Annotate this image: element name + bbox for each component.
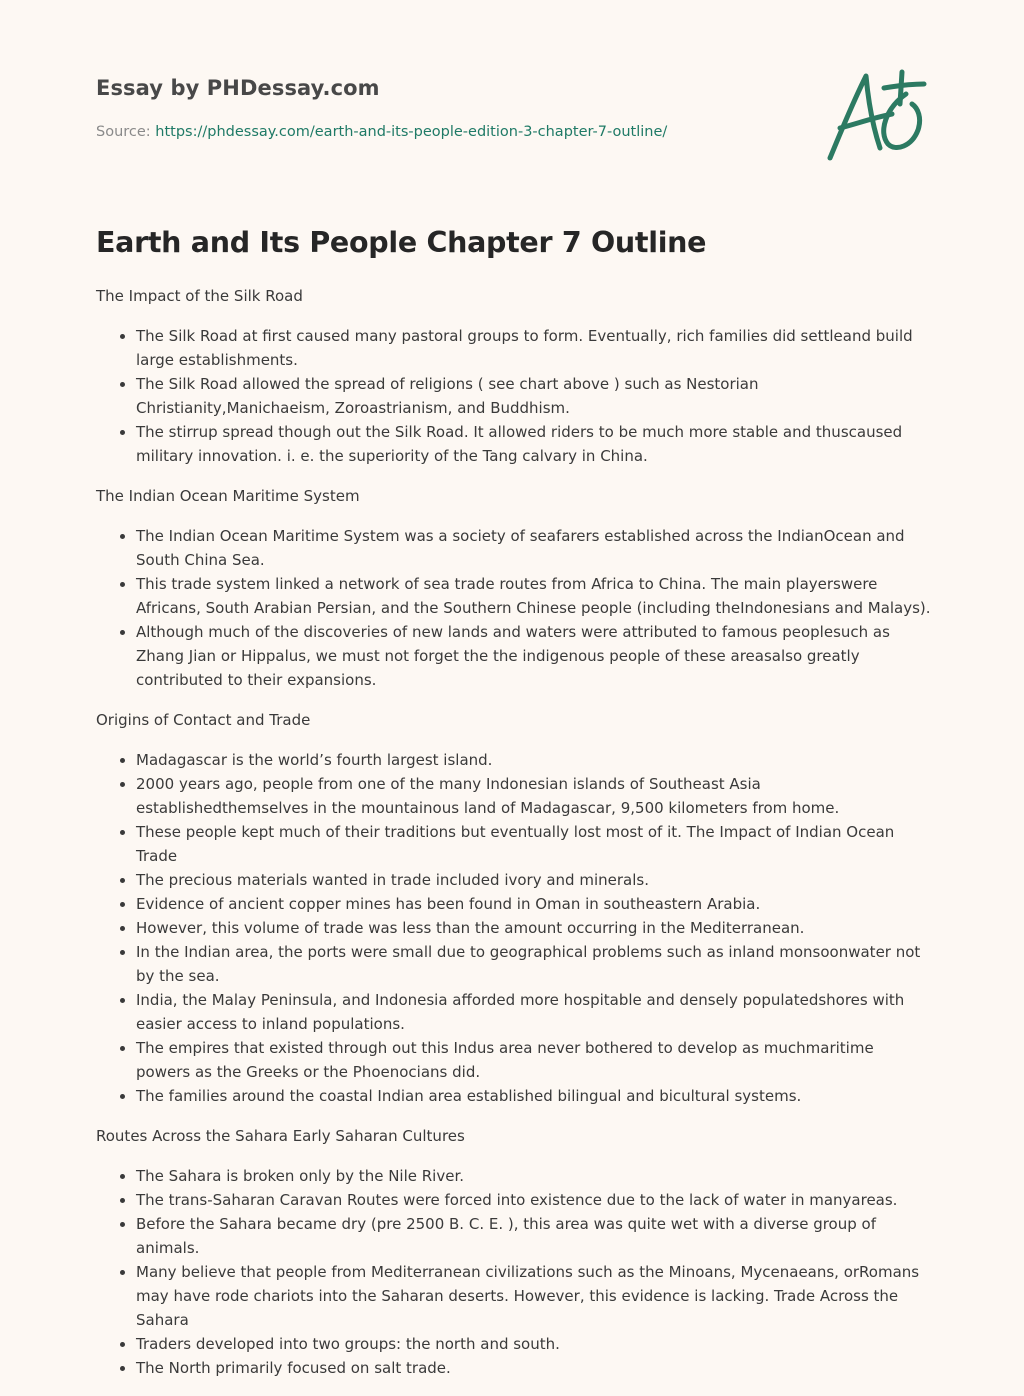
- bullet-list: [96, 748, 932, 1108]
- list-item: • Many believe that people from Mediterranean civilizations such as the Minoans, Mycenaeans, orRomans may have rode chariots into the Saharan deserts. However, this evidence is lacking. Trade Across the Sahara: [136, 1260, 932, 1332]
- list-item: • 2000 years ago, people from one of the many Indonesian islands of Southeast Asia establishedthemselves in the mountainous land of Madagascar, 9,500 kilometers from home.: [136, 772, 932, 820]
- section-heading: The Impact of the Silk Road: [96, 287, 303, 305]
- list-item: • The North primarily focused on salt trade.: [136, 1356, 932, 1380]
- list-item: • The Silk Road allowed the spread of religions ( see chart above ) such as Nestorian Christianity,Manichaeism, Zoroastrianism, and Buddhism.: [136, 372, 932, 420]
- list-item: • The Sahara is broken only by the Nile River.: [136, 1164, 932, 1188]
- source-link[interactable]: https://phdessay.com/earth-and-its-people-edition-3-chapter-7-outline/: [155, 124, 668, 140]
- site-brand: Essay by PHDessay.com: [96, 76, 380, 100]
- list-item: • These people kept much of their traditions but eventually lost most of it. The Impact of Indian Ocean Trade: [136, 820, 932, 868]
- section-heading: Routes Across the Sahara Early Saharan Cultures: [96, 1127, 465, 1145]
- list-item: • The Indian Ocean Maritime System was a society of seafarers established across the IndianOcean and South China Sea.: [136, 524, 932, 572]
- list-item: • Before the Sahara became dry (pre 2500 B. C. E. ), this area was quite wet with a diverse group of animals.: [136, 1212, 932, 1260]
- list-item: • This trade system linked a network of sea trade routes from Africa to China. The main playerswere Africans, South Arabian Persian, and the Southern Chinese people (including theIndonesians and Malays).: [136, 572, 932, 620]
- list-item: • In the Indian area, the ports were small due to geographical problems such as inland monsoonwater not by the sea.: [136, 940, 932, 988]
- a-plus-logo-icon: [822, 68, 930, 164]
- list-item: • India, the Malay Peninsula, and Indonesia afforded more hospitable and densely populatedshores with easier access to inland populations.: [136, 988, 932, 1036]
- source-line: [96, 124, 667, 140]
- list-item: • The Silk Road at first caused many pastoral groups to form. Eventually, rich families did settleand build large establishments.: [136, 324, 932, 372]
- list-item: • Traders developed into two groups: the north and south.: [136, 1332, 932, 1356]
- list-item: • The precious materials wanted in trade included ivory and minerals.: [136, 868, 932, 892]
- list-item: • The empires that existed through out this Indus area never bothered to develop as muchmaritime powers as the Greeks or the Phoenocians did.: [136, 1036, 932, 1084]
- list-item: • However, this volume of trade was less than the amount occurring in the Mediterranean.: [136, 916, 932, 940]
- list-item: • The stirrup spread though out the Silk Road. It allowed riders to be much more stable and thuscaused military innovation. i. e. the superiority of the Tang calvary in China.: [136, 420, 932, 468]
- bullet-list: [96, 524, 932, 692]
- bullet-list: [96, 324, 932, 468]
- list-item: • Madagascar is the world’s fourth largest island.: [136, 748, 932, 772]
- essay-title: Earth and Its People Chapter 7 Outline: [96, 226, 707, 259]
- list-item: • The trans-Saharan Caravan Routes were forced into existence due to the lack of water in manyareas.: [136, 1188, 932, 1212]
- list-item: • The families around the coastal Indian area established bilingual and bicultural systems.: [136, 1084, 932, 1108]
- section-heading: The Indian Ocean Maritime System: [96, 487, 360, 505]
- list-item: • Although much of the discoveries of new lands and waters were attributed to famous peoplesuch as Zhang Jian or Hippalus, we must not forget the the indigenous people of these areasalso greatly contributed to their expansions.: [136, 620, 932, 692]
- source-label: Source:: [96, 124, 156, 140]
- section-heading: Origins of Contact and Trade: [96, 711, 311, 729]
- list-item: • Evidence of ancient copper mines has been found in Oman in southeastern Arabia.: [136, 892, 932, 916]
- essay-content: [96, 284, 932, 1396]
